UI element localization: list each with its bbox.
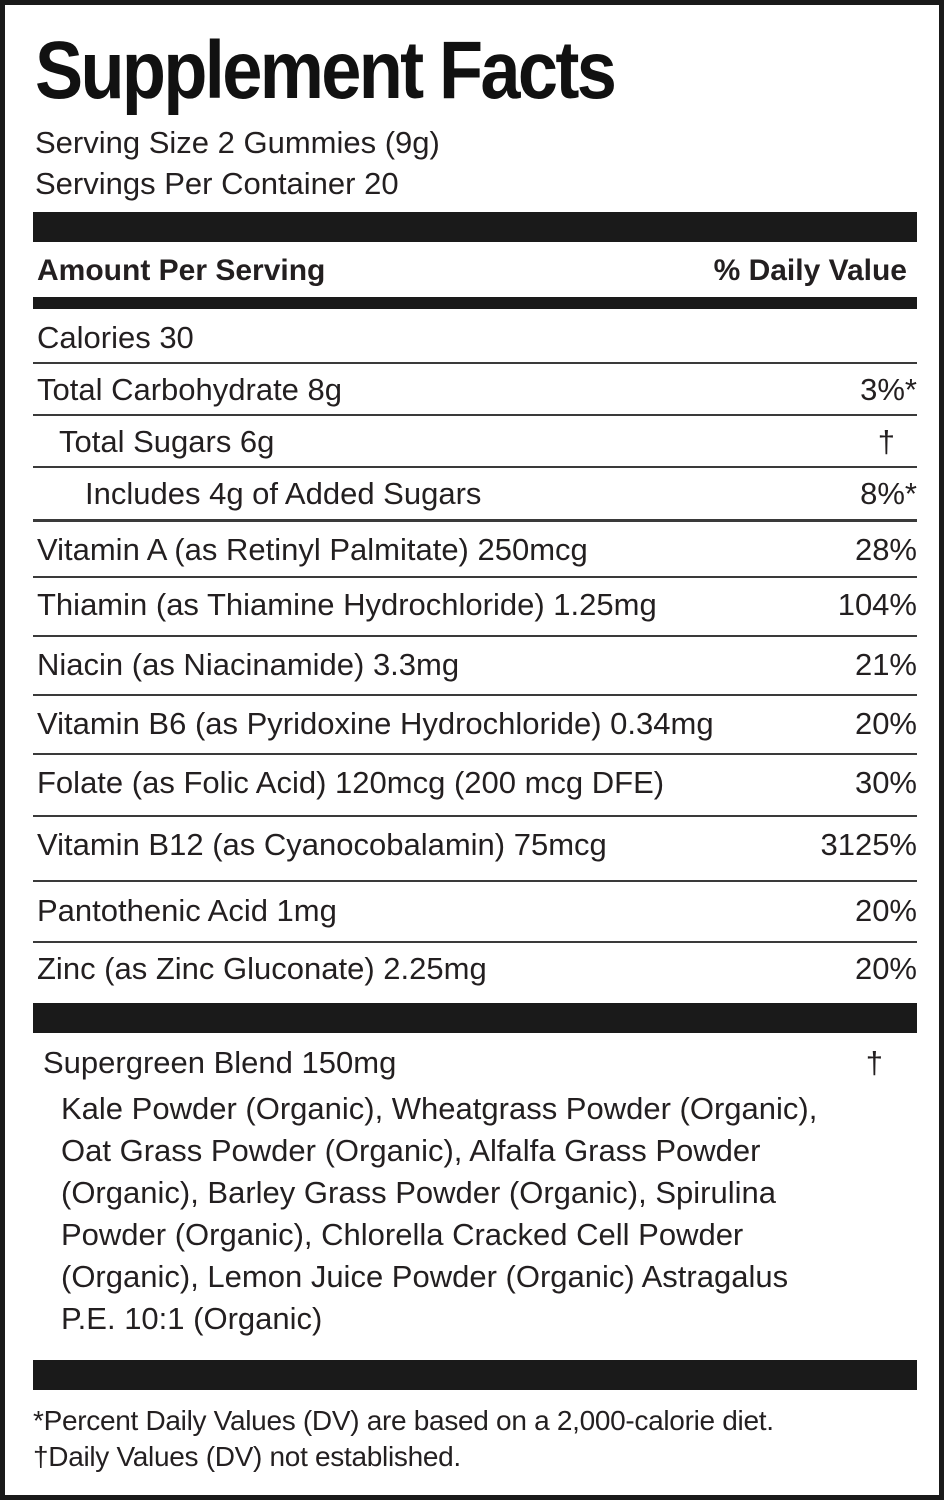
- nutrient-label: Thiamin (as Thiamine Hydrochloride) 1.25mg: [37, 587, 657, 622]
- nutrient-daily-value: 3125%: [820, 827, 917, 862]
- nutrient-row-total-sugars: [33, 422, 917, 462]
- nutrient-label: Pantothenic Acid 1mg: [37, 893, 337, 928]
- nutrient-row-vitamin-a: [33, 530, 917, 570]
- nutrient-row-folate: [33, 763, 917, 803]
- daily-value-header: % Daily Value: [713, 254, 907, 287]
- nutrient-daily-value: 28%: [854, 532, 917, 567]
- row-divider: [33, 414, 917, 416]
- row-divider: [33, 576, 917, 578]
- row-divider: [33, 519, 917, 522]
- nutrient-label: Includes 4g of Added Sugars: [85, 476, 482, 511]
- amount-per-serving-header: Amount Per Serving: [37, 254, 326, 287]
- nutrient-label: Niacin (as Niacinamide) 3.3mg: [37, 647, 460, 682]
- panel-title: Supplement Facts: [35, 25, 615, 116]
- nutrient-daily-value: 8%*: [860, 476, 917, 511]
- nutrient-row-calories: [33, 318, 917, 358]
- nutrient-daily-value: †: [877, 424, 895, 459]
- blend-daily-value: †: [865, 1045, 883, 1080]
- nutrient-daily-value: 20%: [854, 706, 917, 741]
- nutrient-label: Total Carbohydrate 8g: [37, 372, 343, 407]
- servings-per-container: Servings Per Container 20: [35, 166, 399, 201]
- nutrient-row-vitamin-b12: [33, 825, 917, 865]
- nutrient-label: Vitamin A (as Retinyl Palmitate) 250mcg: [37, 532, 588, 567]
- row-divider: [33, 753, 917, 755]
- nutrient-row-total-carbohydrate: [33, 370, 917, 410]
- nutrient-row-zinc: [33, 949, 917, 989]
- serving-size: Serving Size 2 Gummies (9g): [35, 125, 440, 160]
- nutrient-row-thiamin: [33, 585, 917, 625]
- row-divider: [33, 362, 917, 364]
- blend-ingredients: Kale Powder (Organic), Wheatgrass Powder (Organic), Oat Grass Powder (Organic), Alfalfa Grass Powder (Organic), Barley Grass Powder (Organic), Spirulina Powder (Organic), Chlorella Cracked Cell Powder (Organic), Lemon Juice Powder (Organic) Astragalus P.E. 10:1 (Organic): [61, 1091, 818, 1336]
- blend-title: Supergreen Blend 150mg: [43, 1045, 397, 1080]
- row-divider: [33, 694, 917, 696]
- nutrient-row-niacin: [33, 645, 917, 685]
- nutrient-label: Total Sugars 6g: [59, 424, 275, 459]
- thick-divider-bottom: [33, 1360, 917, 1390]
- nutrient-row-pantothenic-acid: [33, 891, 917, 931]
- row-divider: [33, 635, 917, 637]
- footnote-not-established: †Daily Values (DV) not established.: [33, 1441, 461, 1472]
- row-divider: [33, 880, 917, 882]
- nutrient-label: Vitamin B12 (as Cyanocobalamin) 75mcg: [37, 827, 607, 862]
- nutrient-label: Folate (as Folic Acid) 120mcg (200 mcg DFE): [37, 765, 665, 800]
- row-divider: [33, 941, 917, 943]
- nutrient-daily-value: 3%*: [860, 372, 917, 407]
- nutrient-label: Zinc (as Zinc Gluconate) 2.25mg: [37, 951, 487, 986]
- nutrient-daily-value: 20%: [854, 893, 917, 928]
- nutrient-label: Calories 30: [37, 320, 194, 355]
- row-divider: [33, 466, 917, 468]
- nutrient-row-added-sugars: [33, 474, 917, 514]
- nutrient-daily-value: 20%: [854, 951, 917, 986]
- nutrient-label: Vitamin B6 (as Pyridoxine Hydrochloride) 0.34mg: [37, 706, 714, 741]
- medium-divider: [33, 297, 917, 309]
- nutrient-daily-value: 21%: [854, 647, 917, 682]
- row-divider: [33, 815, 917, 817]
- thick-divider-middle: [33, 1003, 917, 1033]
- thick-divider-top: [33, 212, 917, 242]
- nutrient-daily-value: 30%: [854, 765, 917, 800]
- nutrient-row-vitamin-b6: [33, 704, 917, 744]
- footnote-dv-basis: *Percent Daily Values (DV) are based on a 2,000-calorie diet.: [33, 1405, 774, 1436]
- nutrient-daily-value: 104%: [837, 587, 917, 622]
